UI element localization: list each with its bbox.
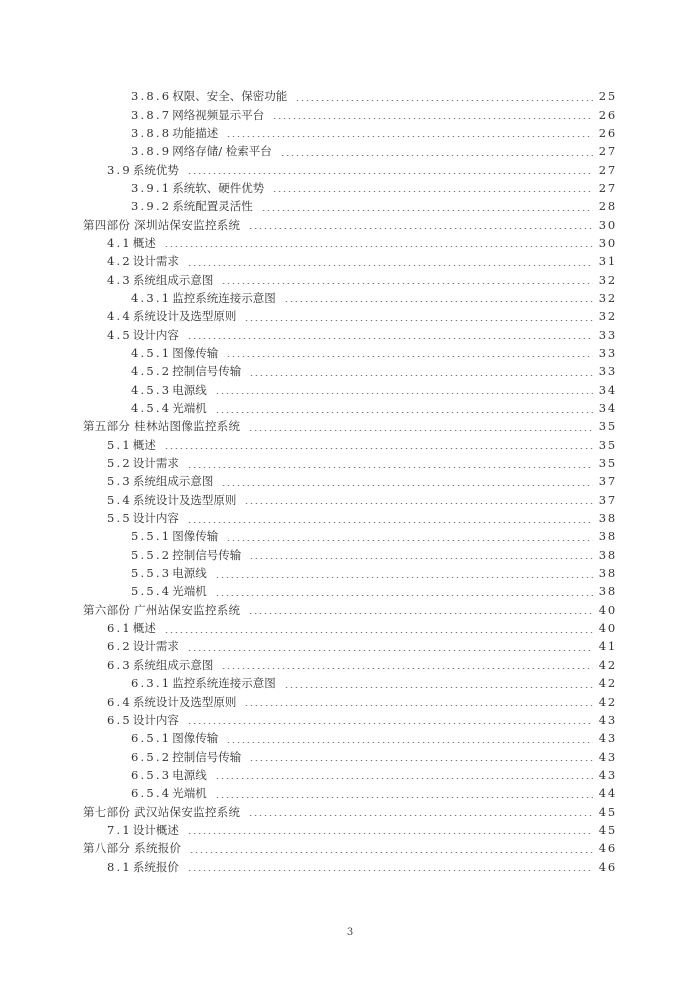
toc-entry[interactable]: [0, 564, 700, 582]
dot-leader: [215, 797, 593, 798]
toc-entry[interactable]: [0, 142, 700, 160]
toc-entry-page: 42: [598, 657, 617, 672]
toc-entry-number: 4.1: [107, 235, 132, 250]
toc-entry[interactable]: [0, 436, 700, 454]
toc-entry-number: 5.1: [107, 437, 132, 452]
toc-entry-title: 控制信号传输: [172, 364, 242, 379]
dot-leader: [187, 870, 593, 871]
toc-entry[interactable]: [0, 344, 700, 362]
toc-entry-number: 3.8.9: [131, 144, 172, 159]
toc-entry-title: 图像传输: [172, 731, 219, 746]
dot-leader: [244, 320, 593, 321]
dot-leader: [272, 118, 593, 119]
toc-entry-title: 设计需求: [132, 254, 179, 269]
toc-entry-page: 46: [598, 859, 617, 874]
toc-entry-label: [131, 399, 211, 417]
toc-entry[interactable]: [0, 509, 700, 527]
toc-entry-page: 26: [598, 125, 617, 140]
toc-entry-page: 38: [598, 584, 617, 599]
toc-entry-label: [107, 711, 183, 729]
toc-entry-page: 34: [598, 401, 617, 416]
toc-entry[interactable]: [0, 87, 700, 105]
toc-entry-label: [107, 693, 240, 711]
toc-entry-title: 监控系统连接示意图: [172, 290, 276, 305]
dot-leader: [187, 265, 593, 266]
toc-entry-page: 34: [598, 382, 617, 397]
toc-entry-title: 网络视频显示平台: [172, 107, 265, 122]
toc-entry[interactable]: [0, 619, 700, 637]
dot-leader: [215, 778, 593, 779]
toc-entry-title: 权限、安全、保密功能: [172, 89, 288, 104]
toc-entry-title: 概述: [132, 621, 156, 636]
dot-leader: [248, 228, 593, 229]
dot-leader: [187, 723, 593, 724]
dot-leader: [248, 815, 593, 816]
toc-entry-title: 电源线: [172, 382, 207, 397]
toc-entry-label: [107, 307, 240, 325]
dot-leader: [261, 210, 593, 211]
toc-entry-page: 25: [598, 89, 617, 104]
dot-leader: [284, 301, 593, 302]
toc-entry-label: [107, 491, 240, 509]
dot-leader: [221, 485, 593, 486]
dot-leader: [187, 467, 593, 468]
toc-entry-title: 控制信号传输: [172, 749, 242, 764]
dot-leader: [164, 448, 593, 449]
dot-leader: [226, 540, 593, 541]
dot-leader: [244, 705, 593, 706]
toc-entry-label: [107, 637, 183, 655]
dot-leader: [249, 558, 593, 559]
toc-entry-number: 3.8.6: [131, 89, 172, 104]
toc-entry-number: 4.2: [107, 254, 132, 269]
dot-leader: [215, 595, 593, 596]
toc-entry-title: 系统软、硬件优势: [172, 180, 265, 195]
dot-leader: [221, 668, 593, 669]
toc-entry[interactable]: [0, 729, 700, 747]
toc-entry-title: 第五部分 桂林站图像监控系统: [83, 419, 241, 434]
toc-entry-page: 26: [598, 107, 617, 122]
toc-entry-number: 4.5.3: [131, 382, 172, 397]
toc-entry-page: 41: [598, 639, 617, 654]
toc-entry-title: 图像传输: [172, 345, 219, 360]
toc-entry-number: 4.5: [107, 327, 132, 342]
toc-entry-page: 46: [598, 841, 617, 856]
dot-leader: [249, 375, 593, 376]
toc-entry-title: 设计内容: [132, 511, 179, 526]
toc-entry-label: [107, 509, 183, 527]
dot-leader: [272, 191, 593, 192]
toc-entry-title: 电源线: [172, 566, 207, 581]
toc-entry-title: 光端机: [172, 401, 207, 416]
toc-entry-label: [107, 161, 183, 179]
toc-entry-title: 第八部分 系统报价: [83, 841, 182, 856]
toc-entry[interactable]: [0, 637, 700, 655]
toc-entry-title: 系统组成示意图: [132, 657, 214, 672]
page-number: 3: [346, 927, 354, 938]
toc-part-entry[interactable]: [0, 839, 700, 857]
toc-entry-label: [107, 858, 183, 876]
toc-entry-page: 35: [598, 419, 617, 434]
toc-entry-title: 第四部份 深圳站保安监控系统: [83, 217, 241, 232]
toc-entry-page: 27: [598, 180, 617, 195]
toc-entry-number: 4.3: [107, 272, 132, 287]
toc-entry-page: 38: [598, 566, 617, 581]
toc-entry-title: 电源线: [172, 767, 207, 782]
toc-entry-label: [131, 124, 222, 142]
dot-leader: [215, 577, 593, 578]
toc-entry-number: 6.4: [107, 694, 132, 709]
toc-entry-page: 43: [598, 767, 617, 782]
toc-entry-number: 3.9.1: [131, 180, 172, 195]
toc-entry-label: [131, 564, 211, 582]
toc-entry-page: 42: [598, 694, 617, 709]
toc-entry-number: 6.5: [107, 712, 132, 727]
toc-entry-page: 38: [598, 529, 617, 544]
toc-entry-title: 概述: [132, 235, 156, 250]
toc-entry-title: 系统优势: [132, 162, 179, 177]
toc-entry-number: 6.5.3: [131, 767, 172, 782]
toc-entry[interactable]: [0, 454, 700, 472]
toc-entry-title: 概述: [132, 437, 156, 452]
toc-entry-label: [131, 197, 257, 215]
toc-entry-label: [131, 582, 211, 600]
toc-part-entry[interactable]: [0, 417, 700, 435]
toc-entry[interactable]: [0, 582, 700, 600]
dot-leader: [215, 412, 593, 413]
toc-entry[interactable]: [0, 821, 700, 839]
toc-entry-title: 系统报价: [132, 859, 179, 874]
toc-entry-page: 33: [598, 327, 617, 342]
toc-entry-label: [131, 748, 245, 766]
toc-entry[interactable]: [0, 124, 700, 142]
toc-entry-number: 6.3.1: [131, 676, 172, 691]
toc-entry-page: 32: [598, 272, 617, 287]
toc-entry-page: 38: [598, 511, 617, 526]
toc-entry[interactable]: [0, 105, 700, 123]
toc-entry-page: 38: [598, 547, 617, 562]
toc-entry[interactable]: [0, 179, 700, 197]
dot-leader: [187, 173, 593, 174]
toc-entry[interactable]: [0, 527, 700, 545]
toc-entry-number: 6.5.4: [131, 786, 172, 801]
toc-entry[interactable]: [0, 289, 700, 307]
toc-entry[interactable]: [0, 307, 700, 325]
toc-entry-label: [131, 289, 280, 307]
table-of-contents: [0, 87, 700, 876]
toc-entry-title: 设计需求: [132, 639, 179, 654]
toc-entry[interactable]: [0, 362, 700, 380]
toc-entry[interactable]: [0, 472, 700, 490]
toc-entry-number: 5.5.2: [131, 547, 172, 562]
toc-entry-label: [131, 784, 211, 802]
toc-entry-page: 33: [598, 345, 617, 360]
toc-entry-label: [107, 252, 183, 270]
toc-entry-title: 系统配置灵活性: [172, 199, 253, 214]
toc-entry-number: 8.1: [107, 859, 132, 874]
toc-entry-number: 5.5.1: [131, 529, 172, 544]
toc-entry-title: 光端机: [172, 584, 207, 599]
toc-entry[interactable]: [0, 252, 700, 270]
toc-entry-number: 7.1: [107, 822, 132, 837]
dot-leader: [249, 760, 593, 761]
toc-entry-label: [131, 766, 211, 784]
toc-entry-label: [107, 656, 217, 674]
toc-entry-label: [131, 179, 268, 197]
toc-entry-page: 45: [598, 822, 617, 837]
dot-leader: [187, 522, 593, 523]
toc-entry-page: 43: [598, 749, 617, 764]
toc-entry-page: 32: [598, 309, 617, 324]
toc-entry-title: 光端机: [172, 786, 207, 801]
toc-entry-label: [83, 216, 244, 234]
toc-entry-number: 6.5.1: [131, 731, 172, 746]
toc-part-entry[interactable]: [0, 802, 700, 820]
toc-entry-title: 第七部份 武汉站保安监控系统: [83, 804, 241, 819]
toc-entry-title: 设计内容: [132, 712, 179, 727]
toc-entry-title: 系统组成示意图: [132, 272, 214, 287]
toc-entry-title: 网络存储/ 检索平台: [172, 144, 272, 159]
toc-entry[interactable]: [0, 160, 700, 178]
toc-entry-number: 4.5.1: [131, 345, 172, 360]
toc-part-entry[interactable]: [0, 601, 700, 619]
toc-entry-label: [131, 381, 211, 399]
toc-entry[interactable]: [0, 692, 700, 710]
toc-entry-title: 监控系统连接示意图: [172, 676, 276, 691]
toc-entry-page: 35: [598, 437, 617, 452]
toc-entry-label: [131, 142, 276, 160]
toc-entry-label: [107, 436, 160, 454]
dot-leader: [244, 503, 593, 504]
toc-entry-label: [107, 454, 183, 472]
toc-entry-number: 6.1: [107, 621, 132, 636]
toc-entry-title: 系统设计及选型原则: [132, 492, 237, 507]
toc-entry[interactable]: [0, 656, 700, 674]
toc-entry-number: 3.8.7: [131, 107, 172, 122]
toc-entry-title: 第六部份 广州站保安监控系统: [83, 602, 241, 617]
toc-entry-label: [131, 87, 291, 105]
dot-leader: [187, 650, 593, 651]
toc-entry-number: 3.9: [107, 162, 132, 177]
toc-entry-label: [131, 344, 222, 362]
toc-entry-page: 37: [598, 474, 617, 489]
dot-leader: [164, 632, 593, 633]
toc-entry-page: 37: [598, 492, 617, 507]
toc-entry-label: [83, 839, 185, 857]
toc-entry[interactable]: [0, 766, 700, 784]
toc-entry-page: 42: [598, 676, 617, 691]
toc-entry-title: 图像传输: [172, 529, 219, 544]
toc-entry-number: 3.8.8: [131, 125, 172, 140]
toc-entry-label: [107, 271, 217, 289]
toc-entry-number: 5.2: [107, 456, 132, 471]
dot-leader: [189, 852, 593, 853]
toc-entry[interactable]: [0, 399, 700, 417]
toc-entry-title: 设计需求: [132, 456, 179, 471]
toc-entry-number: 3.9.2: [131, 199, 172, 214]
toc-part-entry[interactable]: [0, 215, 700, 233]
toc-entry-label: [107, 326, 183, 344]
toc-entry-title: 控制信号传输: [172, 547, 242, 562]
toc-entry[interactable]: [0, 674, 700, 692]
dot-leader: [248, 430, 593, 431]
toc-entry-page: 30: [598, 217, 617, 232]
toc-entry-page: 44: [598, 786, 617, 801]
toc-entry-label: [83, 803, 244, 821]
toc-entry-page: 27: [598, 144, 617, 159]
toc-entry[interactable]: [0, 270, 700, 288]
toc-entry-page: 32: [598, 290, 617, 305]
toc-entry-title: 系统设计及选型原则: [132, 694, 237, 709]
toc-entry[interactable]: [0, 857, 700, 875]
toc-entry-page: 28: [598, 199, 617, 214]
toc-entry-number: 5.5.4: [131, 584, 172, 599]
toc-entry-number: 5.5: [107, 511, 132, 526]
dot-leader: [187, 833, 593, 834]
toc-entry-title: 功能描述: [172, 125, 219, 140]
dot-leader: [226, 742, 593, 743]
toc-entry[interactable]: [0, 747, 700, 765]
toc-entry[interactable]: [0, 234, 700, 252]
dot-leader: [295, 100, 593, 101]
toc-entry-label: [107, 472, 217, 490]
toc-entry-number: 6.2: [107, 639, 132, 654]
toc-entry-number: 6.3: [107, 657, 132, 672]
toc-entry-page: 35: [598, 456, 617, 471]
toc-entry-title: 设计内容: [132, 327, 179, 342]
toc-entry-number: 4.5.4: [131, 401, 172, 416]
toc-entry-page: 33: [598, 364, 617, 379]
toc-entry[interactable]: [0, 546, 700, 564]
toc-entry-number: 5.5.3: [131, 566, 172, 581]
toc-entry[interactable]: [0, 491, 700, 509]
toc-entry-page: 43: [598, 712, 617, 727]
toc-entry[interactable]: [0, 381, 700, 399]
toc-entry-title: 设计概述: [132, 822, 179, 837]
toc-entry-label: [131, 527, 222, 545]
toc-entry-title: 系统设计及选型原则: [132, 309, 237, 324]
toc-entry-number: 4.3.1: [131, 290, 172, 305]
toc-entry-number: 4.5.2: [131, 364, 172, 379]
toc-entry-page: 31: [598, 254, 617, 269]
dot-leader: [248, 613, 593, 614]
toc-entry-label: [107, 821, 183, 839]
toc-entry-label: [131, 362, 245, 380]
toc-entry-label: [131, 546, 245, 564]
toc-entry[interactable]: [0, 784, 700, 802]
toc-entry-page: 40: [598, 621, 617, 636]
toc-entry-number: 5.4: [107, 492, 132, 507]
toc-entry-page: 43: [598, 731, 617, 746]
dot-leader: [215, 393, 593, 394]
dot-leader: [226, 136, 593, 137]
toc-entry-number: 6.5.2: [131, 749, 172, 764]
toc-entry[interactable]: [0, 711, 700, 729]
toc-entry-page: 30: [598, 235, 617, 250]
toc-entry[interactable]: [0, 325, 700, 343]
toc-entry-label: [83, 417, 244, 435]
toc-entry-number: 5.3: [107, 474, 132, 489]
toc-entry-label: [131, 674, 280, 692]
toc-entry-label: [107, 234, 160, 252]
toc-entry-label: [131, 729, 222, 747]
toc-entry-label: [83, 601, 244, 619]
toc-entry[interactable]: [0, 197, 700, 215]
toc-entry-title: 系统组成示意图: [132, 474, 214, 489]
toc-entry-page: 45: [598, 804, 617, 819]
toc-entry-page: 27: [598, 162, 617, 177]
toc-entry-number: 4.4: [107, 309, 132, 324]
dot-leader: [187, 338, 593, 339]
toc-entry-page: 40: [598, 602, 617, 617]
dot-leader: [280, 155, 593, 156]
dot-leader: [164, 246, 593, 247]
toc-entry-label: [107, 619, 160, 637]
dot-leader: [226, 356, 593, 357]
dot-leader: [284, 687, 593, 688]
dot-leader: [221, 283, 593, 284]
toc-entry-label: [131, 106, 268, 124]
